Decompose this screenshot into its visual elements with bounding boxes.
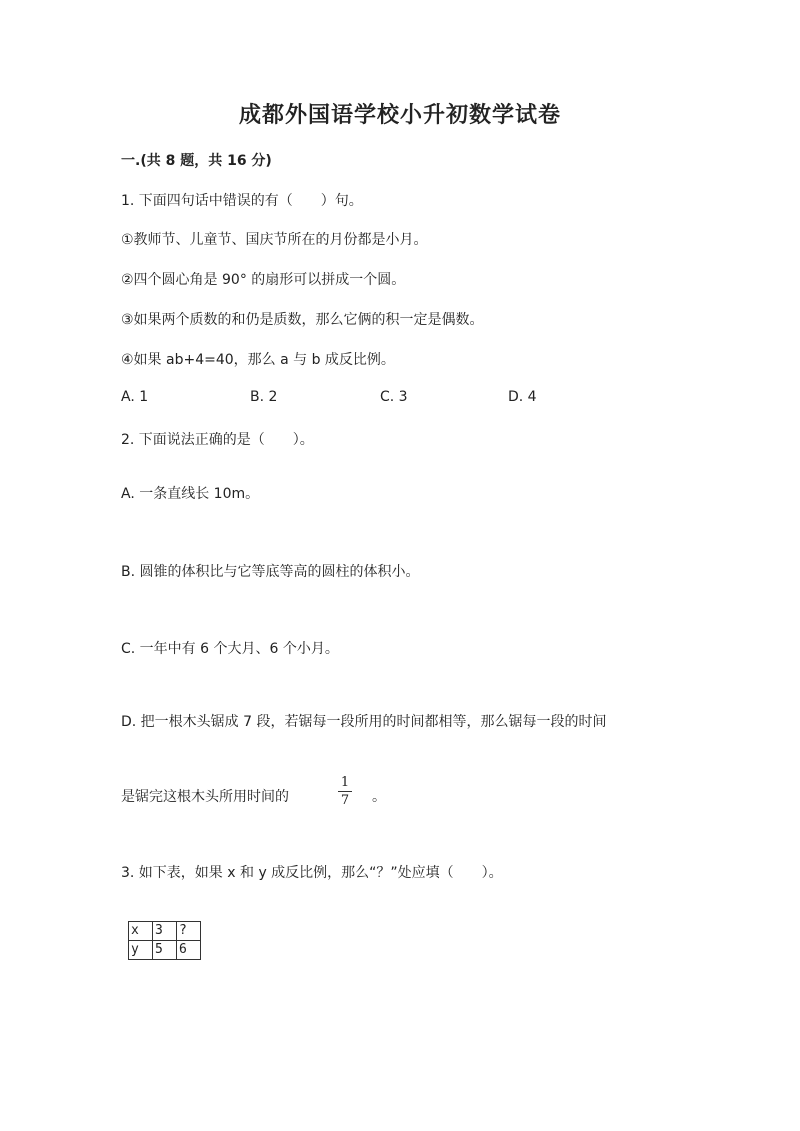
section-heading: 一.(共 8 题，共 16 分) bbox=[121, 153, 272, 169]
question-2-option-b: B. 圆锥的体积比与它等底等高的圆柱的体积小。 bbox=[121, 564, 420, 580]
table-cell: ? bbox=[177, 922, 201, 941]
proportion-table bbox=[128, 921, 201, 960]
question-2-stem: 2. 下面说法正确的是（ ）。 bbox=[121, 432, 314, 448]
question-1-statement-2: ②四个圆心角是 90° 的扇形可以拼成一个圆。 bbox=[121, 272, 406, 288]
table-cell: 3 bbox=[153, 922, 177, 941]
question-1-statement-4: ④如果 ab+4=40，那么 a 与 b 成反比例。 bbox=[121, 352, 395, 368]
question-1-option-b: B. 2 bbox=[250, 389, 278, 405]
question-1-option-d: D. 4 bbox=[508, 389, 537, 405]
table-cell: y bbox=[129, 941, 153, 960]
question-3-stem: 3. 如下表，如果 x 和 y 成反比例，那么“？”处应填（ ）。 bbox=[121, 865, 503, 881]
table-row bbox=[129, 922, 201, 941]
question-1-option-a: A. 1 bbox=[121, 389, 149, 405]
question-2-option-d-line-2: 是锯完这根木头所用时间的 bbox=[121, 789, 289, 805]
question-1-stem: 1. 下面四句话中错误的有（ ）句。 bbox=[121, 193, 363, 209]
question-1-statement-3: ③如果两个质数的和仍是质数，那么它俩的积一定是偶数。 bbox=[121, 312, 484, 328]
question-2-option-a: A. 一条直线长 10m。 bbox=[121, 486, 260, 502]
question-1-option-c: C. 3 bbox=[380, 389, 408, 405]
fraction-one-seventh bbox=[338, 775, 352, 808]
page-title: 成都外国语学校小升初数学试卷 bbox=[238, 102, 561, 128]
question-2-option-c: C. 一年中有 6 个大月、6 个小月。 bbox=[121, 641, 339, 657]
fraction-bar bbox=[338, 791, 352, 792]
question-2-option-d-line-1: D. 把一根木头锯成 7 段，若锯每一段所用的时间都相等，那么锯每一段的时间 bbox=[121, 714, 607, 730]
fraction-numerator: 1 bbox=[340, 775, 350, 790]
table-cell: 6 bbox=[177, 941, 201, 960]
fraction-denominator: 7 bbox=[340, 793, 350, 808]
table-row bbox=[129, 941, 201, 960]
table-cell: 5 bbox=[153, 941, 177, 960]
question-2-option-d-end: 。 bbox=[372, 789, 386, 805]
table-cell: x bbox=[129, 922, 153, 941]
question-1-statement-1: ①教师节、儿童节、国庆节所在的月份都是小月。 bbox=[121, 232, 428, 248]
